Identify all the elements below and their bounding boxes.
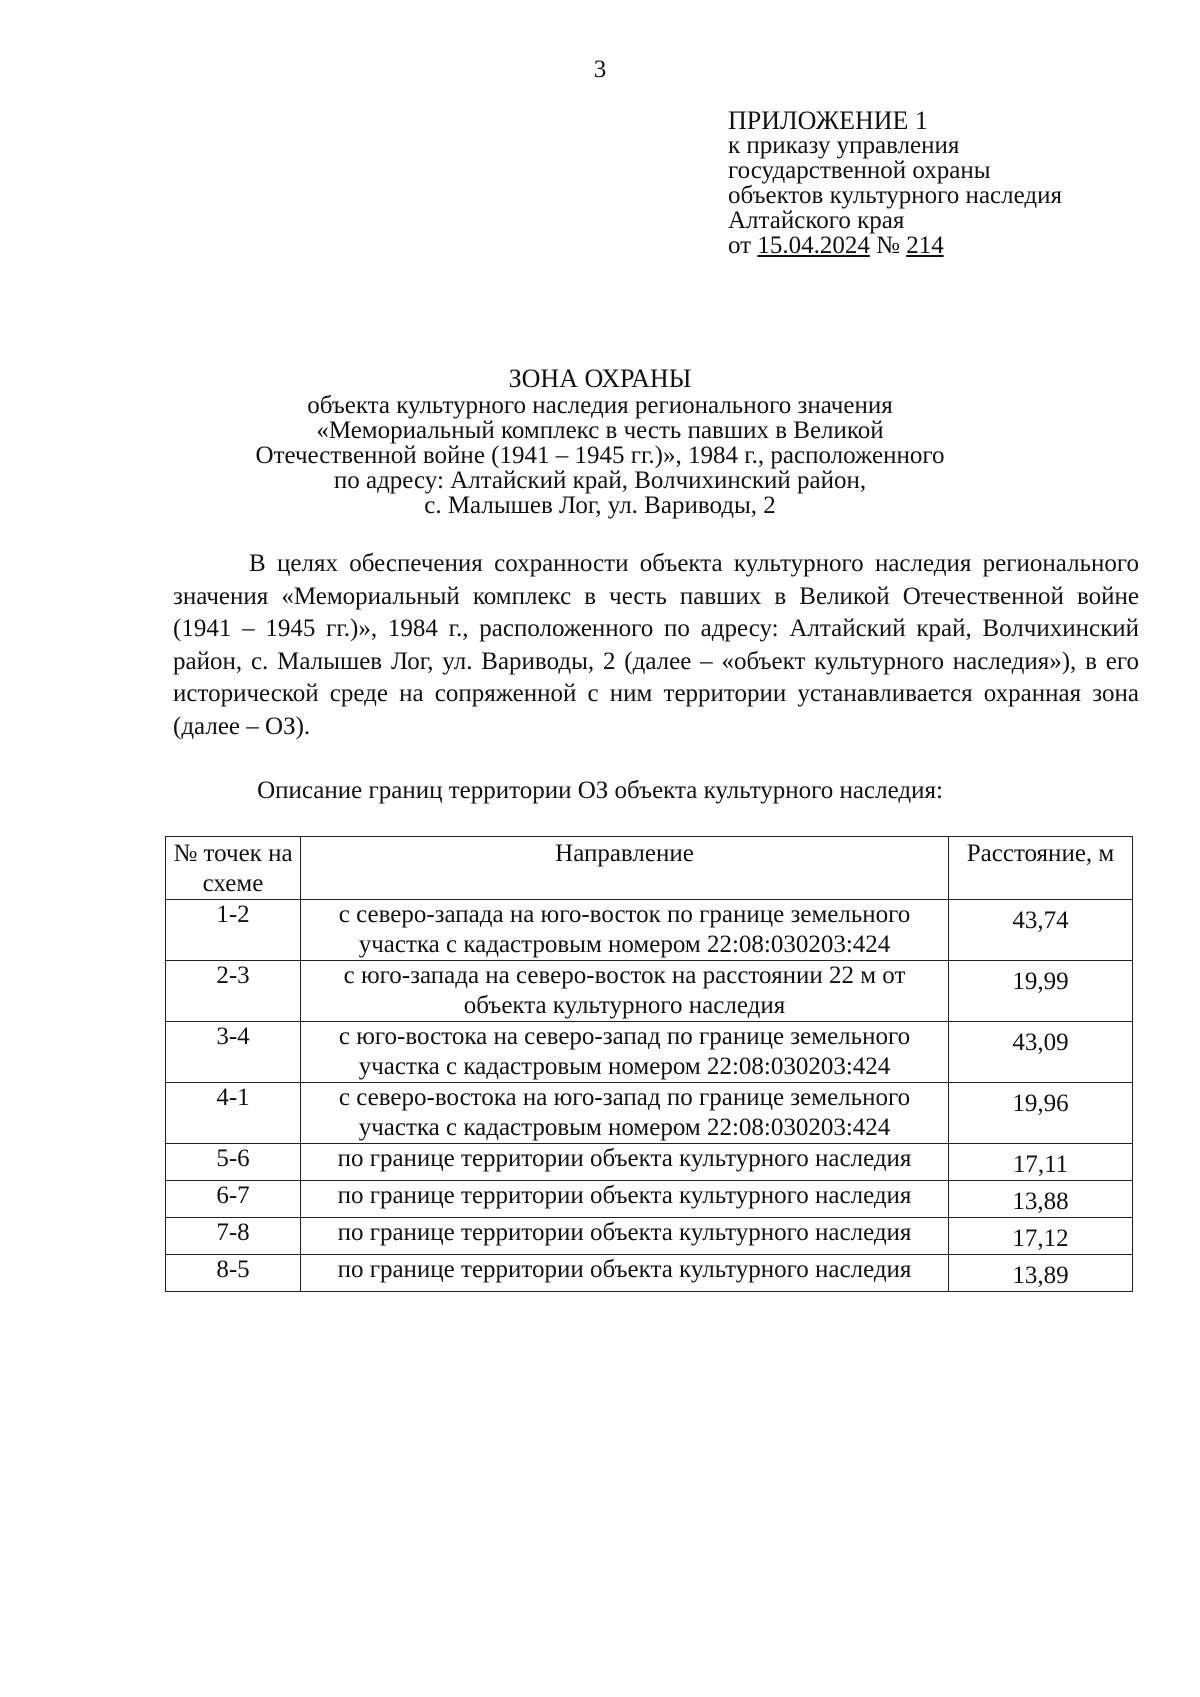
- cell-points: 8-5: [166, 1255, 301, 1292]
- appendix-date-line: [728, 233, 1168, 258]
- appendix-line: к приказу управления: [728, 132, 960, 159]
- heading-line: Отечественной войне (1941 – 1945 гг.)», 1984 г., расположенного: [255, 442, 945, 469]
- cell-distance: 17,11: [949, 1144, 1133, 1181]
- cell-points: 6-7: [166, 1181, 301, 1218]
- appendix-title: ПРИЛОЖЕНИЕ 1: [728, 106, 928, 135]
- cell-distance: 19,96: [949, 1083, 1133, 1144]
- heading-line: по адресу: Алтайский край, Волчихинский район,: [333, 467, 867, 494]
- heading-line: «Мемориальный комплекс в честь павших в Великой: [316, 417, 884, 444]
- document-heading: [160, 365, 1040, 518]
- appendix-line: объектов культурного наследия: [728, 182, 1062, 209]
- heading-line: объекта культурного наследия регионального значения: [307, 392, 893, 419]
- order-date: 15.04.2024: [757, 232, 870, 259]
- table-row: [166, 900, 1133, 961]
- table-row: [166, 961, 1133, 1022]
- appendix-block: [728, 108, 1168, 258]
- cell-distance: 19,99: [949, 961, 1133, 1022]
- cell-distance: 13,89: [949, 1255, 1133, 1292]
- number-prefix: №: [876, 232, 900, 259]
- table-row: [166, 1022, 1133, 1083]
- cell-direction: по границе территории объекта культурного наследия: [301, 1218, 949, 1255]
- cell-direction: по границе территории объекта культурного наследия: [301, 1181, 949, 1218]
- heading-line: с. Малышев Лог, ул. Вариводы, 2: [424, 492, 776, 519]
- appendix-line: государственной охраны: [728, 157, 991, 184]
- cell-direction: с юго-востока на северо-запад по границе земельного участка с кадастровым номером 22:08:030203:424: [301, 1022, 949, 1083]
- header-direction: Направление: [301, 837, 949, 900]
- table-row: [166, 1255, 1133, 1292]
- cell-points: 5-6: [166, 1144, 301, 1181]
- table-row: [166, 1181, 1133, 1218]
- date-prefix: от: [728, 232, 752, 259]
- table-header-row: [166, 837, 1133, 900]
- body-paragraph: В целях обеспечения сохранности объекта культурного наследия регионального значения «Мемориальный комплекс в честь павших в Великой Отечественной войне (1941 – 1945 гг.)», 1984 г., расположенного по адресу: Алтайский край, Волчихинский район, с. Малышев Лог, ул. Вариводы, 2 (далее – «объект культурного наследия»), в его исторической среде на сопряженной с ним территории устанавливается охранная зона (далее – ОЗ).: [173, 550, 1139, 740]
- cell-distance: 43,09: [949, 1022, 1133, 1083]
- cell-points: 2-3: [166, 961, 301, 1022]
- page-number: 3: [593, 56, 607, 83]
- cell-points: 7-8: [166, 1218, 301, 1255]
- cell-points: 1-2: [166, 900, 301, 961]
- table-row: [166, 1218, 1133, 1255]
- cell-distance: 13,88: [949, 1181, 1133, 1218]
- cell-points: 3-4: [166, 1022, 301, 1083]
- cell-direction: с юго-запада на северо-восток на расстоянии 22 м от объекта культурного наследия: [301, 961, 949, 1022]
- header-distance: Расстояние, м: [949, 837, 1133, 900]
- cell-distance: 43,74: [949, 900, 1133, 961]
- cell-direction: с северо-запада на юго-восток по границе земельного участка с кадастровым номером 22:08:030203:424: [301, 900, 949, 961]
- table-row: [166, 1083, 1133, 1144]
- order-number: 214: [906, 232, 944, 259]
- cell-direction: по границе территории объекта культурного наследия: [301, 1144, 949, 1181]
- table-row: [166, 1144, 1133, 1181]
- cell-points: 4-1: [166, 1083, 301, 1144]
- zone-title: ЗОНА ОХРАНЫ: [508, 364, 692, 393]
- cell-direction: с северо-востока на юго-запад по границе земельного участка с кадастровым номером 22:08:030203:424: [301, 1083, 949, 1144]
- header-points: № точек на схеме: [166, 837, 301, 900]
- cell-direction: по границе территории объекта культурного наследия: [301, 1255, 949, 1292]
- appendix-line: Алтайского края: [728, 207, 905, 234]
- boundaries-table: [165, 836, 1133, 1292]
- cell-distance: 17,12: [949, 1218, 1133, 1255]
- table-caption: Описание границ территории ОЗ объекта культурного наследия:: [257, 777, 943, 804]
